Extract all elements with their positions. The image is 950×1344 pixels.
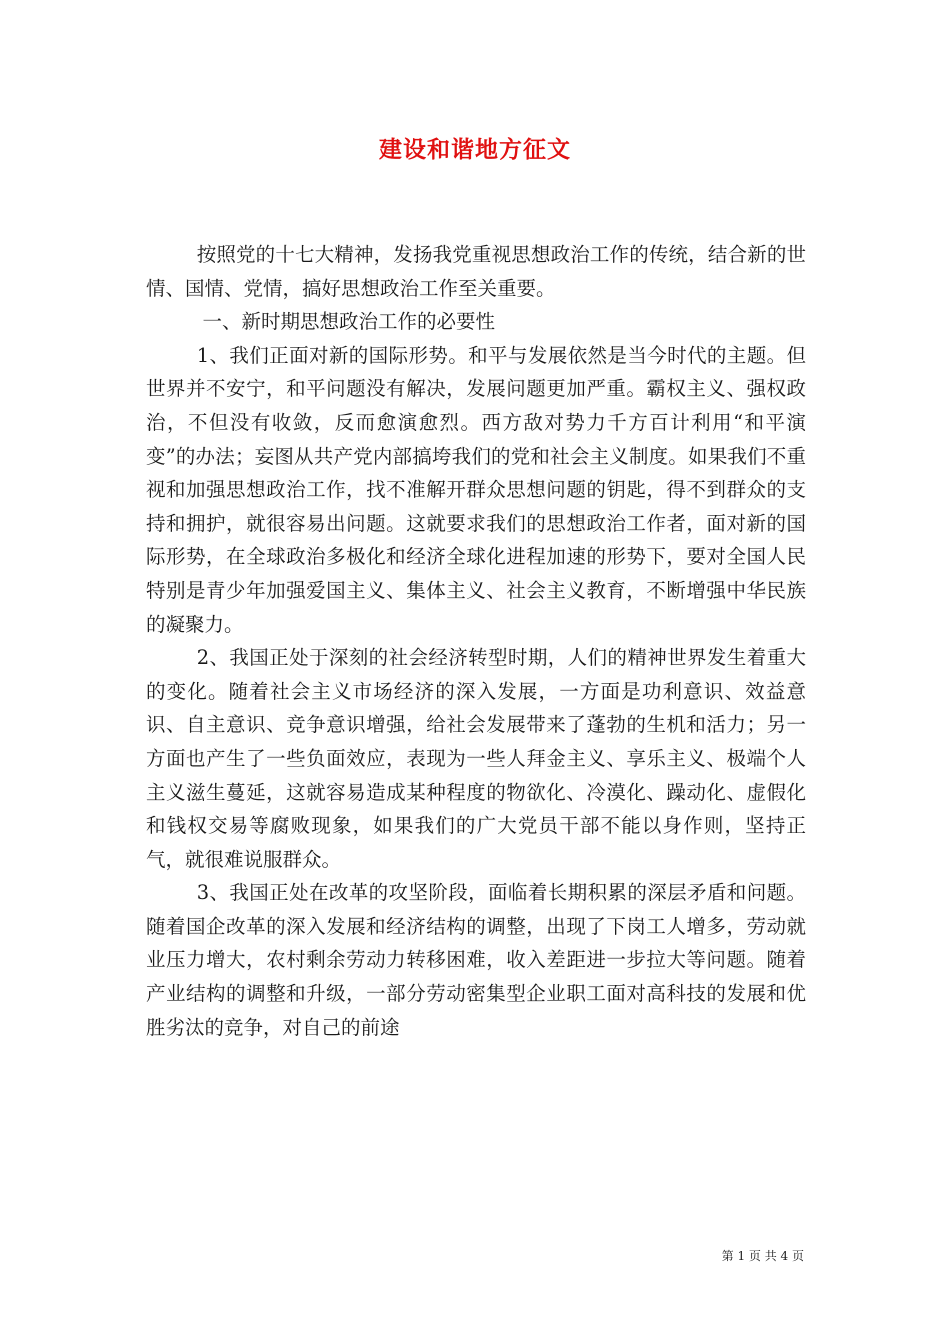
document-body — [146, 238, 806, 1044]
document-title: 建设和谐地方征文 — [379, 136, 571, 163]
paragraph-point-2: 2、我国正处于深刻的社会经济转型时期，人们的精神世界发生着重大的变化。随着社会主义市场经济的深入发展，一方面是功利意识、效益意识、自主意识、竞争意识增强，给社会发展带来了蓬勃的生机和活力；另一方面也产生了一些负面效应，表现为一些人拜金主义、享乐主义、极端个人主义滋生蔓延，这就容易造成某种程度的物欲化、冷漠化、躁动化、虚假化和钱权交易等腐败现象，如果我们的广大党员干部不能以身作则，坚持正气，就很难说服群众。 — [146, 646, 806, 871]
paragraph-point-1: 1、我们正面对新的国际形势。和平与发展依然是当今时代的主题。但世界并不安宁，和平问题没有解决，发展问题更加严重。霸权主义、强权政治，不但没有收敛，反而愈演愈烈。西方敌对势力千方百计利用“和平演变”的办法；妄图从共产党内部搞垮我们的党和社会主义制度。如果我们不重视和加强思想政治工作，找不准解开群众思想问题的钥匙，得不到群众的支持和拥护，就很容易出问题。这就要求我们的思想政治工作者，面对新的国际形势，在全球政治多极化和经济全球化进程加速的形势下，要对全国人民特别是青少年加强爱国主义、集体主义、社会主义教育，不断增强中华民族的凝聚力。 — [146, 343, 806, 636]
section-heading: 一、新时期思想政治工作的必要性 — [202, 310, 496, 334]
page-number-footer: 第 1 页 共 4 页 — [721, 1249, 804, 1263]
paragraph-point-3: 3、我国正处在改革的攻坚阶段，面临着长期积累的深层矛盾和问题。随着国企改革的深入发展和经济结构的调整，出现了下岗工人增多，劳动就业压力增大，农村剩余劳动力转移困难，收入差距进一步拉大等问题。随着产业结构的调整和升级，一部分劳动密集型企业职工面对高科技的发展和优胜劣汰的竞争，对自己的前途 — [146, 881, 806, 1039]
intro-paragraph: 按照党的十七大精神，发扬我党重视思想政治工作的传统，结合新的世情、国情、党情，搞好思想政治工作至关重要。 — [146, 243, 806, 300]
